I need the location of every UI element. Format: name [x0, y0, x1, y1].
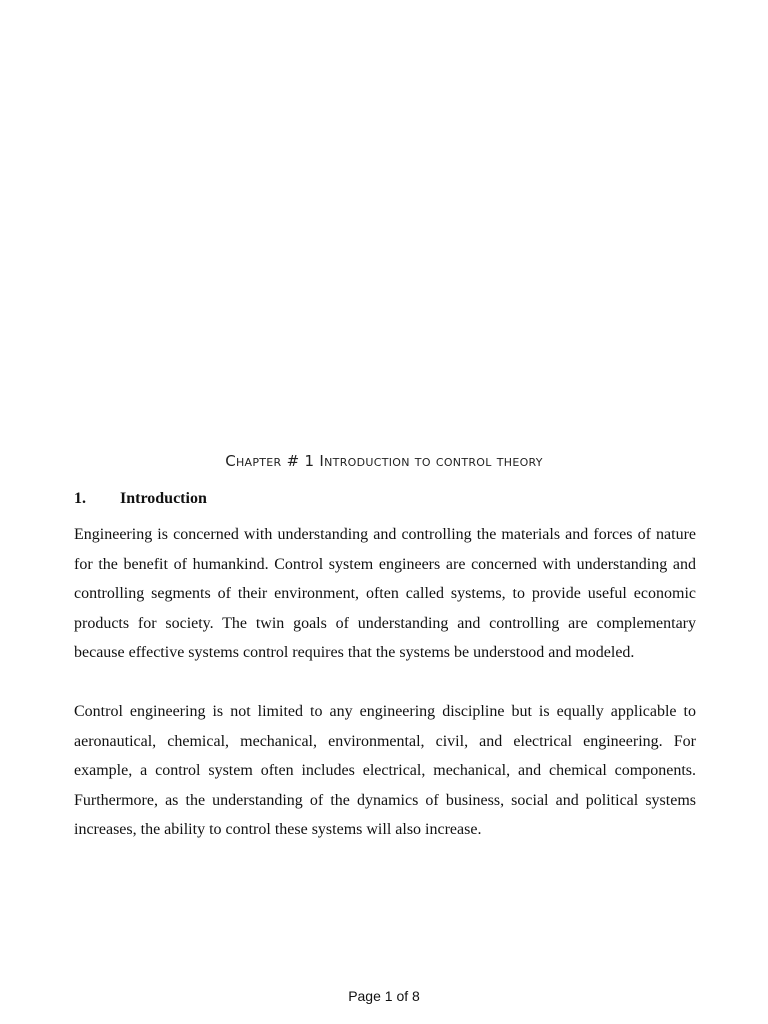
- page-number-footer: Page 1 of 8: [348, 988, 420, 1004]
- paragraph: Control engineering is not limited to any engineering discipline but is equally applicable to aeronautical, chemical, mechanical, environmental, civil, and electrical engineering. For example, a control system often includes electrical, mechanical, and chemical components. Furthermore, as the understanding of the dynamics of business, social and political systems increases, the ability to control these systems will also increase.: [74, 703, 696, 839]
- section-heading: [74, 490, 207, 508]
- section-title: Introduction: [120, 490, 207, 507]
- section-number: 1.: [74, 490, 86, 507]
- chapter-title: Chapter # 1 Introduction to control theory: [225, 452, 543, 470]
- paragraph: Engineering is concerned with understanding and controlling the materials and forces of nature for the benefit of humankind. Control system engineers are concerned with understanding and controlling segments of their environment, often called systems, to provide useful economic products for society. The twin goals of understanding and controlling are complementary because effective systems control requires that the systems be understood and modeled.: [74, 526, 696, 662]
